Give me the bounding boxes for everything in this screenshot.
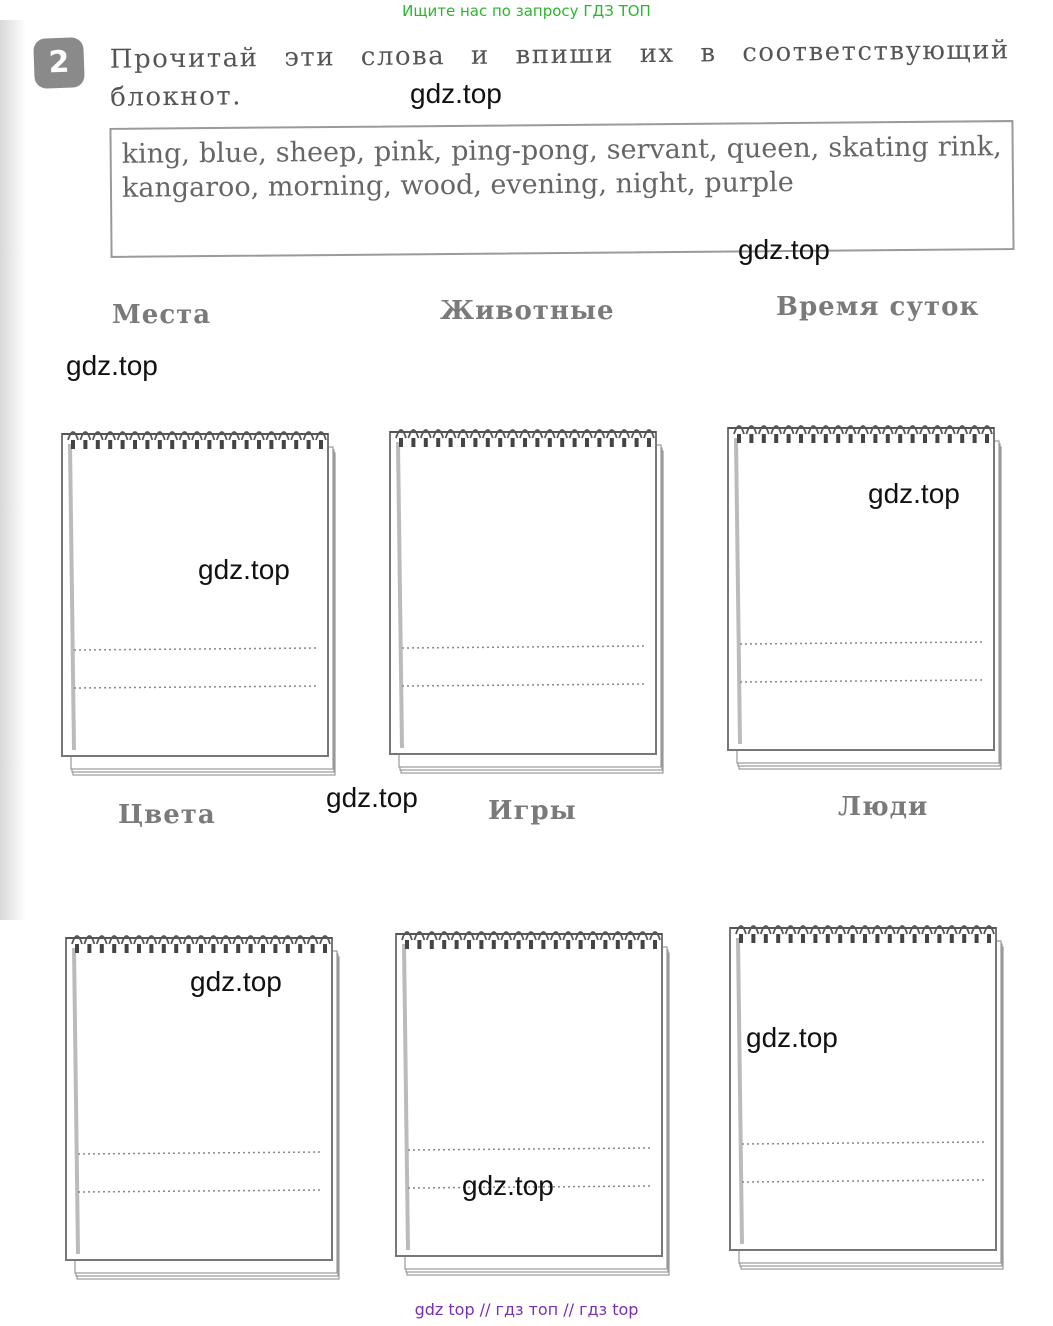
spiral-hole xyxy=(838,934,842,943)
spiral-hole xyxy=(298,944,302,953)
spiral-hole xyxy=(585,438,589,447)
category-label-places: Места xyxy=(112,300,212,330)
spiral-hole xyxy=(96,440,100,449)
notebook-page xyxy=(728,428,994,750)
notebook-people xyxy=(724,914,1010,1274)
spiral-hole xyxy=(987,934,991,943)
task-instruction: Прочитай эти слова и впиши их в соответствующий блокнот. xyxy=(109,35,1010,113)
spiral-hole xyxy=(149,944,153,953)
spiral-hole xyxy=(307,440,311,449)
spiral-hole xyxy=(911,434,915,443)
spiral-hole xyxy=(486,438,490,447)
watermark: gdz.top xyxy=(410,78,502,109)
notebook-page xyxy=(730,928,996,1250)
spiral-hole xyxy=(960,434,964,443)
spiral-hole xyxy=(162,944,166,953)
spiral-hole xyxy=(75,944,79,953)
spiral-hole xyxy=(548,438,552,447)
spiral-hole xyxy=(311,944,315,953)
spiral-hole xyxy=(873,434,877,443)
task-number-badge: 2 xyxy=(33,37,85,89)
spiral-hole xyxy=(799,434,803,443)
spiral-hole xyxy=(121,440,125,449)
spiral-hole xyxy=(813,934,817,943)
spiral-hole xyxy=(232,440,236,449)
spiral-hole xyxy=(653,940,657,949)
spiral-hole xyxy=(282,440,286,449)
spiral-hole xyxy=(71,440,75,449)
spiral-hole xyxy=(962,934,966,943)
watermark: gdz.top xyxy=(198,554,290,585)
spiral-hole xyxy=(573,438,577,447)
watermark: gdz.top xyxy=(738,234,830,265)
spiral-hole xyxy=(442,940,446,949)
spiral-hole xyxy=(183,440,187,449)
spiral-hole xyxy=(923,434,927,443)
watermark: gdz.top xyxy=(66,350,158,381)
spiral-hole xyxy=(610,438,614,447)
spiral-hole xyxy=(811,434,815,443)
spiral-hole xyxy=(100,944,104,953)
spiral-hole xyxy=(461,438,465,447)
spiral-hole xyxy=(323,944,327,953)
spiral-hole xyxy=(751,934,755,943)
spiral-hole xyxy=(211,944,215,953)
spiral-hole xyxy=(249,944,253,953)
spiral-hole xyxy=(541,940,545,949)
notebook-page xyxy=(396,934,662,1256)
spiral-hole xyxy=(975,934,979,943)
spiral-hole xyxy=(170,440,174,449)
spiral-hole xyxy=(863,934,867,943)
spiral-hole xyxy=(591,940,595,949)
spiral-hole xyxy=(560,438,564,447)
spiral-hole xyxy=(789,934,793,943)
spiral-hole xyxy=(787,434,791,443)
category-label-colors: Цвета xyxy=(118,800,216,830)
spiral-hole xyxy=(824,434,828,443)
spiral-hole xyxy=(739,934,743,943)
spiral-hole xyxy=(174,944,178,953)
spiral-hole xyxy=(257,440,261,449)
notebook-page xyxy=(390,432,656,754)
spiral-hole xyxy=(449,438,453,447)
spiral-hole xyxy=(603,940,607,949)
spiral-hole xyxy=(762,434,766,443)
category-label-animals: Животные xyxy=(440,296,615,326)
watermark: gdz.top xyxy=(868,478,960,509)
spiral-hole xyxy=(749,434,753,443)
spiral-hole xyxy=(554,940,558,949)
top-banner: Ищите нас по запросу ГДЗ ТОП xyxy=(402,2,651,20)
spiral-hole xyxy=(948,434,952,443)
spiral-hole xyxy=(875,934,879,943)
spiral-hole xyxy=(236,944,240,953)
spiral-hole xyxy=(273,944,277,953)
spiral-hole xyxy=(737,434,741,443)
spiral-hole xyxy=(925,934,929,943)
spiral-hole xyxy=(764,934,768,943)
spiral-hole xyxy=(125,944,129,953)
spiral-hole xyxy=(220,440,224,449)
spiral-hole xyxy=(898,434,902,443)
spiral-hole xyxy=(294,440,298,449)
spiral-hole xyxy=(861,434,865,443)
spiral-hole xyxy=(108,440,112,449)
spiral-hole xyxy=(849,434,853,443)
spiral-hole xyxy=(492,940,496,949)
spiral-hole xyxy=(319,440,323,449)
spiral-hole xyxy=(935,434,939,443)
notebook-games xyxy=(390,920,676,1280)
spiral-hole xyxy=(405,940,409,949)
spiral-hole xyxy=(579,940,583,949)
spiral-hole xyxy=(207,440,211,449)
spiral-hole xyxy=(801,934,805,943)
spiral-hole xyxy=(622,438,626,447)
spiral-hole xyxy=(467,940,471,949)
spiral-hole xyxy=(523,438,527,447)
spiral-hole xyxy=(137,944,141,953)
spiral-hole xyxy=(886,434,890,443)
spiral-hole xyxy=(261,944,265,953)
spiral-hole xyxy=(597,438,601,447)
spiral-hole xyxy=(245,440,249,449)
notebook-page xyxy=(62,434,328,756)
spiral-hole xyxy=(133,440,137,449)
spiral-hole xyxy=(411,438,415,447)
spiral-hole xyxy=(498,438,502,447)
spiral-hole xyxy=(888,934,892,943)
spiral-hole xyxy=(973,434,977,443)
spiral-hole xyxy=(511,438,515,447)
spiral-hole xyxy=(473,438,477,447)
spiral-hole xyxy=(826,934,830,943)
spiral-hole xyxy=(776,934,780,943)
spiral-hole xyxy=(455,940,459,949)
spiral-hole xyxy=(913,934,917,943)
spiral-hole xyxy=(616,940,620,949)
spiral-hole xyxy=(535,438,539,447)
spiral-hole xyxy=(424,438,428,447)
spiral-hole xyxy=(187,944,191,953)
spiral-hole xyxy=(635,438,639,447)
spiral-hole xyxy=(937,934,941,943)
spiral-hole xyxy=(517,940,521,949)
spiral-hole xyxy=(195,440,199,449)
watermark: gdz.top xyxy=(326,782,418,813)
watermark: gdz.top xyxy=(462,1170,554,1201)
watermark: gdz.top xyxy=(190,966,282,997)
word-box: king, blue, sheep, pink, ping-pong, servant, queen, skating rink, kangaroo, morning, wood, evening, night, purple xyxy=(109,120,1014,258)
spiral-hole xyxy=(851,934,855,943)
spiral-hole xyxy=(647,438,651,447)
spiral-hole xyxy=(774,434,778,443)
spiral-hole xyxy=(430,940,434,949)
category-label-people: Люди xyxy=(838,792,929,822)
spiral-hole xyxy=(286,944,290,953)
bottom-banner: gdz top // гдз топ // гдз top xyxy=(414,1300,639,1319)
spiral-hole xyxy=(399,438,403,447)
spiral-hole xyxy=(269,440,273,449)
category-label-time-of-day: Время суток xyxy=(776,292,980,322)
spiral-hole xyxy=(628,940,632,949)
watermark: gdz.top xyxy=(746,1022,838,1053)
spiral-hole xyxy=(158,440,162,449)
spiral-hole xyxy=(417,940,421,949)
spiral-hole xyxy=(83,440,87,449)
spiral-hole xyxy=(224,944,228,953)
spiral-hole xyxy=(87,944,91,953)
notebook-animals xyxy=(384,418,670,778)
spiral-hole xyxy=(145,440,149,449)
category-label-games: Игры xyxy=(488,796,577,826)
spiral-hole xyxy=(900,934,904,943)
page-edge-shadow xyxy=(0,20,26,920)
spiral-hole xyxy=(836,434,840,443)
spiral-hole xyxy=(112,944,116,953)
notebook-places xyxy=(56,420,342,780)
spiral-hole xyxy=(199,944,203,953)
spiral-hole xyxy=(566,940,570,949)
spiral-hole xyxy=(641,940,645,949)
spiral-hole xyxy=(985,434,989,443)
spiral-hole xyxy=(529,940,533,949)
spiral-hole xyxy=(436,438,440,447)
spiral-hole xyxy=(479,940,483,949)
spiral-hole xyxy=(950,934,954,943)
spiral-hole xyxy=(504,940,508,949)
notebook-time-of-day xyxy=(722,414,1008,774)
